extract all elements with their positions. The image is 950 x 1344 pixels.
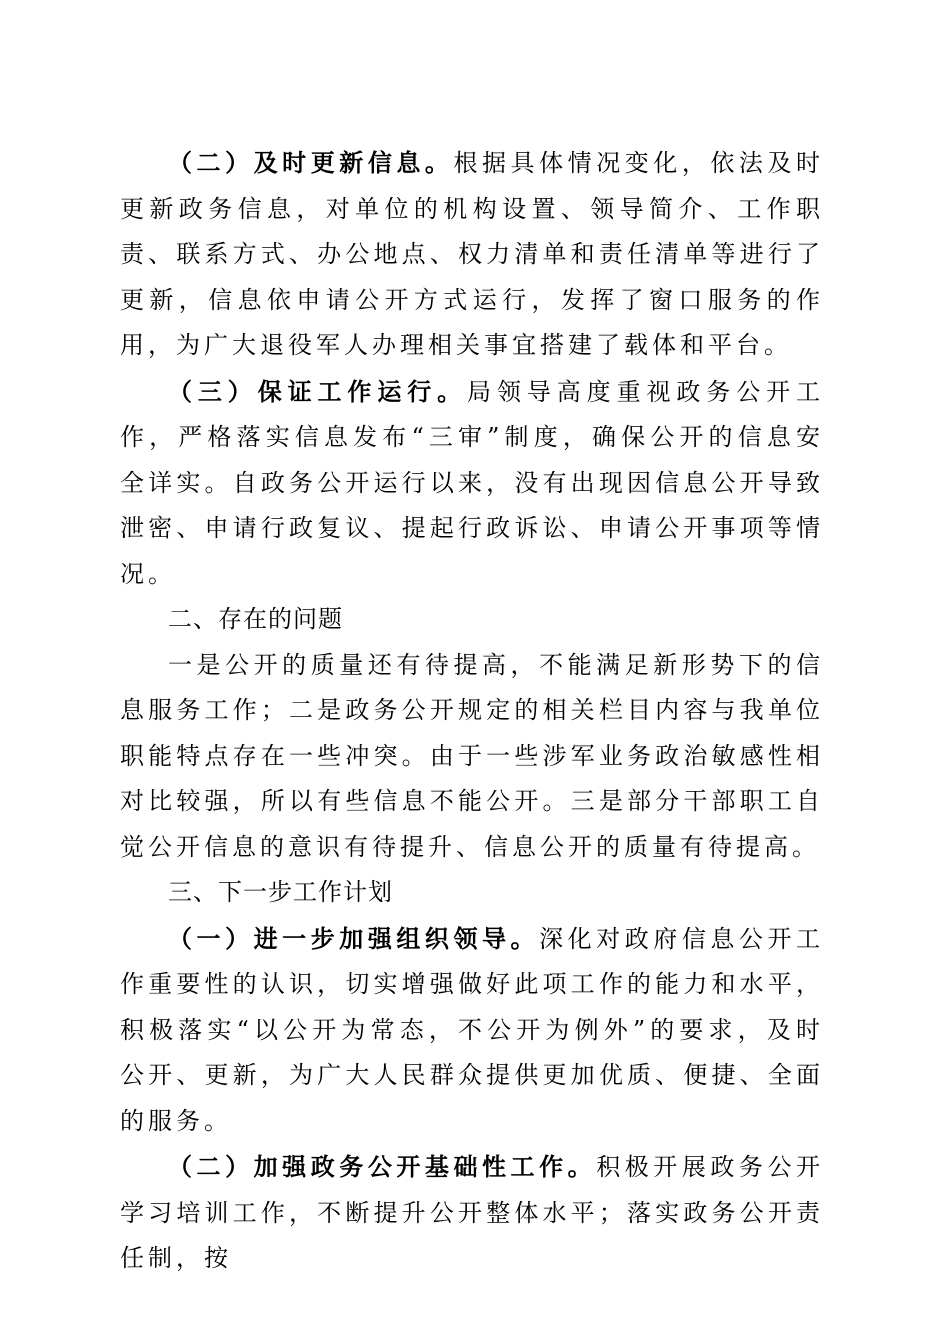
paragraph-basic-work — [120, 1144, 824, 1282]
paragraph-body: 深化对政府信息公开工作重要性的认识，切实增强做好此项工作的能力和水平，积极落实“以公开为常态，不公开为例外”的要求，及时公开、更新，为广大人民群众提供更加优质、便捷、全面的服务。 — [120, 924, 825, 1135]
paragraph-body: 一是公开的质量还有待提高，不能满足新形势下的信息服务工作；二是政务公开规定的相关栏目内容与我单位职能特点存在一些冲突。由于一些涉军业务政治敏感性相对比较强，所以有些信息不能公开。三是部分干部职工自觉公开信息的意识有待提升、信息公开的质量有待提高。 — [120, 650, 824, 861]
paragraph-lead: （三）保证工作运行。 — [168, 376, 468, 406]
paragraph-update-info — [120, 140, 824, 369]
paragraph-strengthen-leadership — [120, 916, 824, 1145]
paragraph-body: 积极开展政务公开学习培训工作，不断提升公开整体水平；落实政务公开责任制，按 — [120, 1153, 825, 1272]
paragraph-problems — [120, 643, 824, 871]
paragraph-body: 根据具体情况变化，依法及时更新政务信息，对单位的机构设置、领导简介、工作职责、联系方式、办公地点、权力清单和责任清单等进行了更新，信息依申请公开方式运行，发挥了窗口服务的作用，为广大退役军人办理相关事宜搭建了载体和平台。 — [120, 149, 825, 359]
paragraph-body: 局领导高度重视政务公开工作，严格落实信息发布“三审”制度，确保公开的信息安全详实。自政务公开运行以来，没有出现因信息公开导致泄密、申请行政复议、提起行政诉讼、申请公开事项等情况。 — [120, 377, 824, 588]
paragraph-lead: （二）及时更新信息。 — [168, 148, 454, 177]
document-page — [120, 140, 824, 1282]
section-heading-next-plan: 三、下一步工作计划 — [168, 878, 393, 906]
section-heading-problems: 二、存在的问题 — [168, 605, 343, 633]
paragraph-lead: （二）加强政务公开基础性工作。 — [168, 1152, 597, 1181]
paragraph-lead: （一）进一步加强组织领导。 — [168, 923, 540, 953]
paragraph-ensure-operation — [120, 369, 824, 598]
